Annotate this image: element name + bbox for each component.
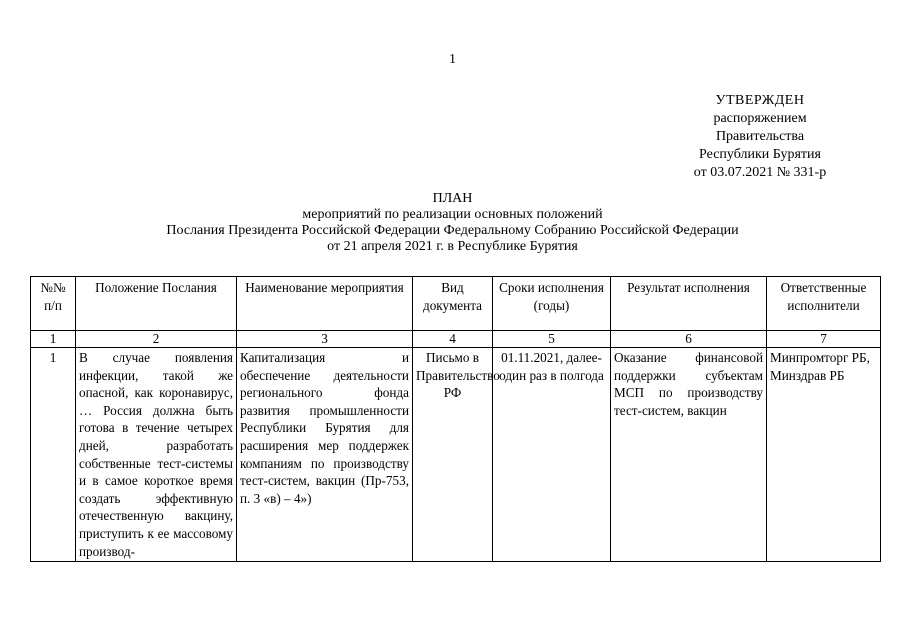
column-number: 1: [31, 331, 76, 348]
column-number: 4: [413, 331, 493, 348]
table-row: [31, 348, 881, 562]
plan-title-line: мероприятий по реализации основных положений: [302, 207, 603, 222]
approval-line: распоряжением: [713, 111, 807, 126]
row-result: Оказание финансовой поддержки субъектам МСП по производству тест-систем, вакцин: [611, 348, 767, 562]
approval-heading: УТВЕРЖДЕН: [715, 93, 805, 108]
table-header-row: [31, 277, 881, 331]
plan-title: [0, 191, 905, 255]
row-deadline: 01.11.2021, далее- один раз в полгода: [493, 348, 611, 562]
plan-title-line: от 21 апреля 2021 г. в Республике Бурятия: [327, 239, 578, 254]
approval-line: от 03.07.2021 № 331-р: [693, 165, 827, 180]
row-doc-type: Письмо в Правительство РФ: [413, 348, 493, 562]
plan-title-line: Послания Президента Российской Федерации Федеральному Собранию Российской Федерации: [166, 223, 739, 238]
approval-stamp: [660, 92, 860, 182]
plan-table: [30, 276, 881, 562]
header-cell-provision: Положение Послания: [76, 277, 237, 331]
row-provision: В случае появления инфекции, такой же опасной, как коронавирус, … Россия должна быть готова в течение четырех дней, разработать собственные тест-системы и в самое короткое время создать эффективную отечественную вакцину, приступить к ее массовому производ-: [76, 348, 237, 562]
column-number: 2: [76, 331, 237, 348]
header-cell-doc-type: Вид документа: [413, 277, 493, 331]
header-cell-deadline: Сроки исполнения (годы): [493, 277, 611, 331]
column-number: 3: [237, 331, 413, 348]
column-number: 5: [493, 331, 611, 348]
approval-line: Республики Бурятия: [699, 147, 821, 162]
column-number: 6: [611, 331, 767, 348]
row-executors: Минпромторг РБ, Минздрав РБ: [767, 348, 881, 562]
approval-line: Правительства: [715, 129, 805, 144]
header-cell-executors: Ответственные исполнители: [767, 277, 881, 331]
column-number: 7: [767, 331, 881, 348]
plan-title-heading: ПЛАН: [432, 191, 473, 206]
header-cell-result: Результат исполнения: [611, 277, 767, 331]
column-number-row: [31, 331, 881, 348]
row-number: 1: [31, 348, 76, 562]
header-cell-number: №№ п/п: [31, 277, 76, 331]
row-measure: Капитализация и обеспечение деятельности регионального фонда развития промышленности Республики Бурятия для расширения мер поддержек компаниям по производству тест-систем, вакцин (Пр-753, п. 3 «в) – 4»): [237, 348, 413, 562]
page-number: 1: [449, 52, 456, 67]
header-cell-measure: Наименование мероприятия: [237, 277, 413, 331]
